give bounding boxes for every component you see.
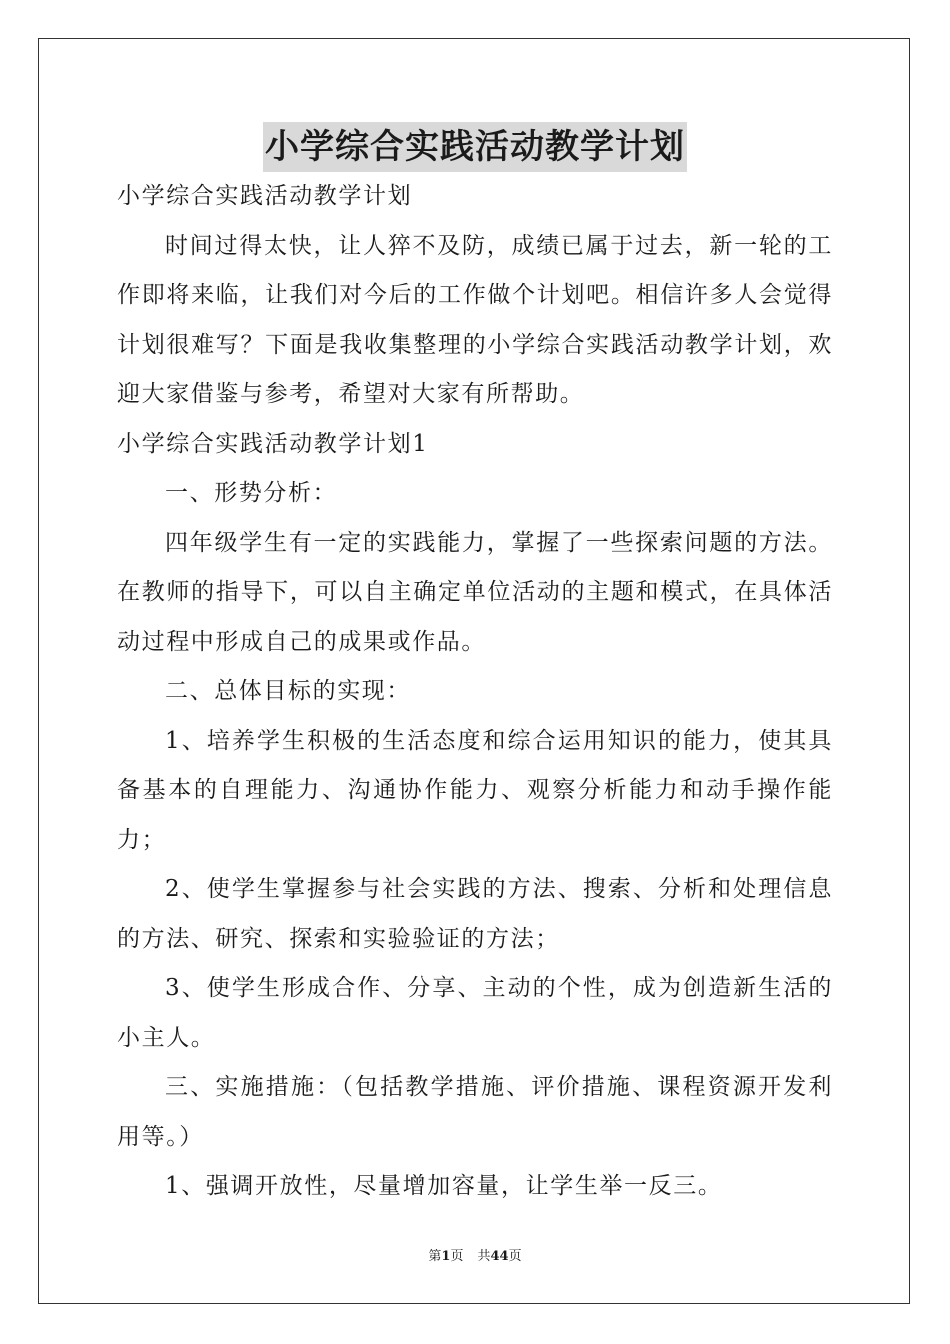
paragraph-section-heading: 小学综合实践活动教学计划1 bbox=[117, 430, 429, 457]
paragraph-intro: 时间过得太快，让人猝不及防，成绩已属于过去，新一轮的工作即将来临，让我们对今后的工作做个计划吧。相信许多人会觉得计划很难写？下面是我收集整理的小学综合实践活动教学计划，欢迎大家借鉴与参考，希望对大家有所帮助。 bbox=[117, 232, 833, 407]
paragraph-heading-measures: 三、实施措施：（包括教学措施、评价措施、课程资源开发利用等。） bbox=[117, 1074, 833, 1150]
paragraph-subtitle: 小学综合实践活动教学计划 bbox=[117, 183, 413, 209]
paragraph-heading-situation: 一、形势分析： bbox=[165, 480, 338, 506]
paragraph-goal-3: 3、使学生形成合作、分享、主动的个性，成为创造新生活的小主人。 bbox=[117, 975, 833, 1051]
document-title: 小学综合实践活动教学计划 bbox=[263, 122, 687, 172]
document-body bbox=[117, 172, 833, 1212]
paragraph-measure-1: 1、强调开放性，尽量增加容量，让学生举一反三。 bbox=[165, 1173, 723, 1199]
paragraph-goal-2: 2、使学生掌握参与社会实践的方法、搜索、分析和处理信息的方法、研究、探索和实验验证的方法； bbox=[117, 876, 833, 952]
page-footer bbox=[0, 1248, 950, 1266]
title-area bbox=[0, 122, 950, 172]
paragraph-situation: 四年级学生有一定的实践能力，掌握了一些探索问题的方法。在教师的指导下，可以自主确定单位活动的主题和模式，在具体活动过程中形成自己的成果或作品。 bbox=[117, 529, 833, 655]
paragraph-goal-1: 1、培养学生积极的生活态度和综合运用知识的能力，使其具备基本的自理能力、沟通协作能力、观察分析能力和动手操作能力； bbox=[117, 727, 833, 853]
paragraph-heading-goals: 二、总体目标的实现： bbox=[165, 678, 411, 704]
page-number: 第1页 bbox=[428, 1249, 464, 1264]
page-total: 共44页 bbox=[477, 1249, 522, 1264]
